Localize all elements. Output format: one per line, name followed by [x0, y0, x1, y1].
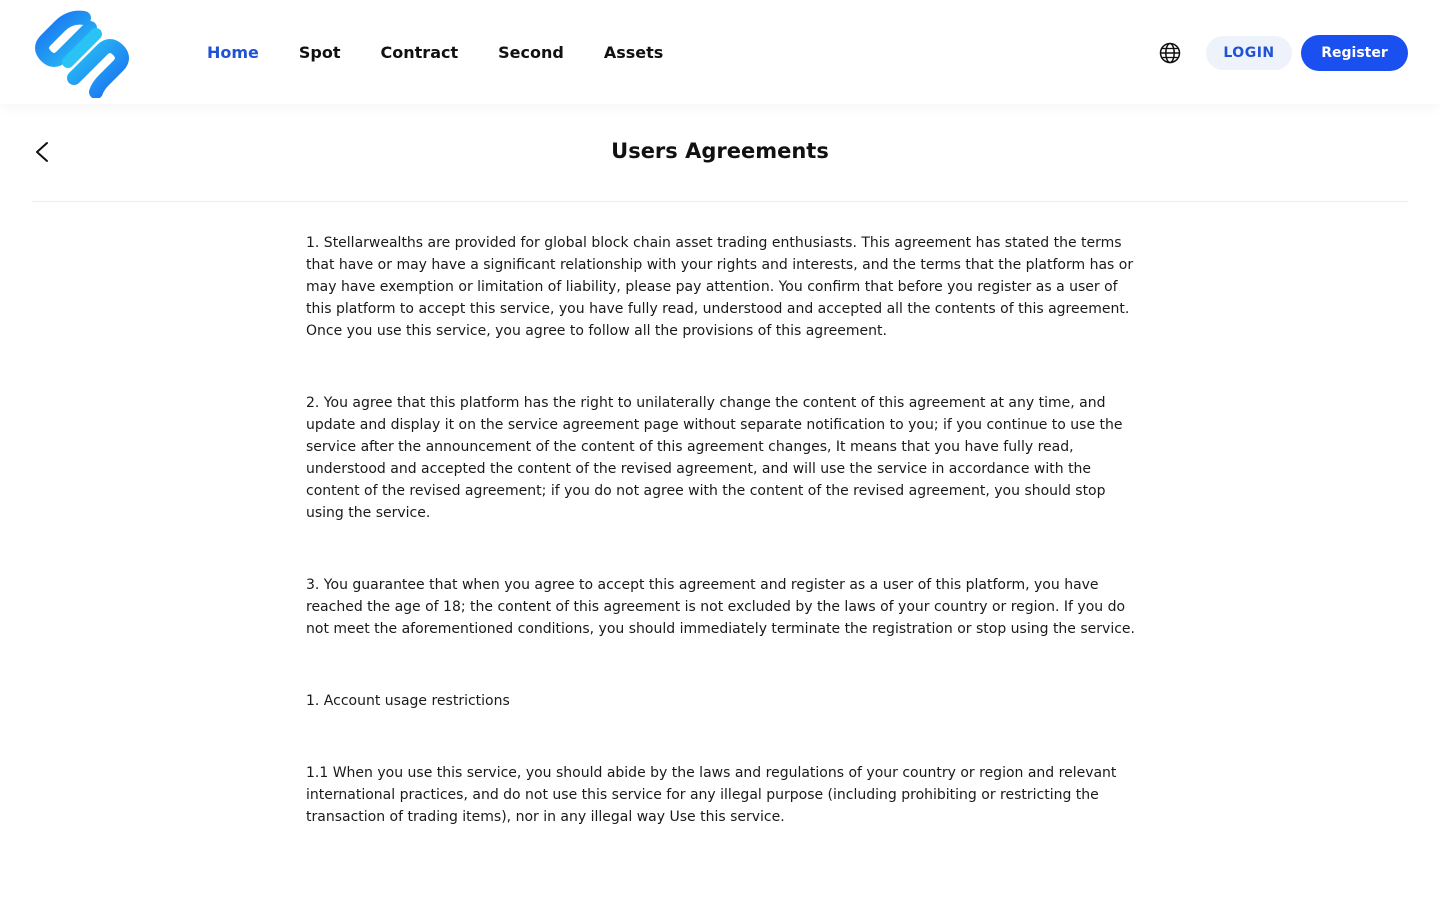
nav-contract[interactable]: Contract [380, 42, 459, 62]
agreement-paragraph: 1.1 When you use this service, you should abide by the laws and regulations of your country or region and relevant international practices, and do not use this service for any illegal purpose (including prohibiting or restricting the transaction of trading items), nor in any illegal way Use this service. [306, 765, 1117, 825]
agreement-paragraph: 3. You guarantee that when you agree to accept this agreement and register as a user of this platform, you have reached the age of 18; the content of this agreement is not excluded by the laws of your country or region. If you do not meet the aforementioned conditions, you should immediately terminate the registration or stop using the service. [306, 577, 1135, 637]
agreement-content [306, 232, 1138, 878]
nav-assets[interactable]: Assets [603, 42, 664, 62]
globe-icon[interactable] [1159, 42, 1181, 64]
agreement-paragraph: 2. You agree that this platform has the right to unilaterally change the content of this agreement at any time, and update and display it on the service agreement page without separate notification to you; if you continue to use the service after the announcement of the content of this agreement changes, It means that you have fully read, understood and accepted the content of the revised agreement, and will use the service in accordance with the content of the revised agreement; if you do not agree with the content of the revised agreement, you should stop using the service. [306, 395, 1123, 521]
divider [32, 201, 1408, 202]
register-button[interactable]: Register [1301, 35, 1408, 71]
top-header [0, 0, 1440, 104]
nav-spot[interactable]: Spot [298, 42, 341, 62]
login-button[interactable]: LOGIN [1206, 36, 1292, 70]
section-heading: 1. Account usage restrictions [306, 693, 510, 709]
nav-second[interactable]: Second [498, 42, 564, 62]
main-nav [207, 0, 703, 104]
nav-home[interactable]: Home [207, 42, 259, 62]
page-title: Users Agreements [611, 139, 829, 163]
agreement-paragraph: 1. Stellarwealths are provided for global block chain asset trading enthusiasts. This agreement has stated the terms that have or may have a significant relationship with your rights and interests, and the terms that the platform has or may have exemption or limitation of liability, please pay attention. You confirm that before you register as a user of this platform to accept this service, you have fully read, understood and accepted all the contents of this agreement. Once you use this service, you agree to follow all the provisions of this agreement. [306, 235, 1134, 339]
brand-logo[interactable] [32, 8, 132, 98]
